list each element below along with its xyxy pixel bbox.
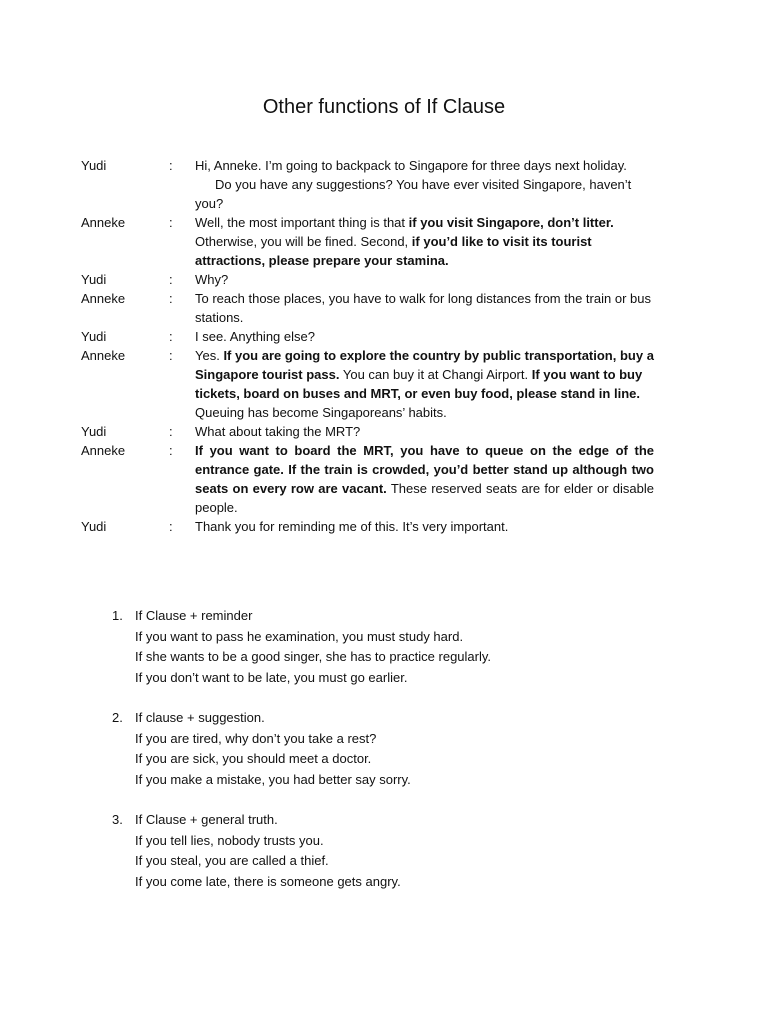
- speaker-colon: :: [169, 215, 173, 230]
- example-sentence: If you are sick, you should meet a doctor.: [135, 751, 372, 766]
- speech-segment-bold: If you want to board the MRT, you have to queue on the edge of the entrance gate. If the train is crowded, you’d better stand up although two seats on every row are vacant.: [195, 443, 654, 496]
- speech-segment: Do you have any suggestions? You have ever visited Singapore, haven’t you?: [195, 177, 632, 211]
- speech-text: [195, 213, 654, 270]
- speaker-name: Yudi: [81, 519, 107, 534]
- example-sentence: If you come late, there is someone gets angry.: [135, 873, 401, 889]
- function-item: [0, 708, 768, 790]
- speech-segment: You can buy it at Changi Airport.: [339, 367, 532, 382]
- dialogue-turn: [0, 441, 768, 517]
- speaker-colon: :: [169, 424, 173, 439]
- dialogue-turn: [0, 213, 768, 270]
- speaker-colon: :: [169, 519, 173, 534]
- speech-segment: I see. Anything else?: [195, 329, 315, 344]
- page-title: Other functions of If Clause: [262, 96, 506, 118]
- example-sentence: If you don’t want to be late, you must go earlier.: [135, 669, 408, 685]
- item-heading: If Clause + reminder: [135, 608, 253, 623]
- item-number: 3.: [112, 812, 123, 827]
- speech-segment-bold: If you want to buy tickets, board on buses and MRT, or even buy food, please stand in line.: [195, 367, 643, 401]
- speaker-name: Anneke: [81, 215, 126, 230]
- speech-text: [195, 422, 654, 441]
- item-number: 1.: [112, 608, 123, 623]
- speaker-colon: :: [169, 329, 173, 344]
- speaker-name: Anneke: [81, 443, 126, 458]
- speech-segment: To reach those places, you have to walk for long distances from the train or bus stations.: [195, 291, 651, 325]
- speech-text: [195, 270, 654, 289]
- dialogue: [0, 156, 768, 536]
- dialogue-turn: [0, 517, 768, 536]
- example-sentence: If she wants to be a good singer, she has to practice regularly.: [135, 649, 492, 664]
- function-item: [0, 810, 768, 892]
- speaker-name: Yudi: [81, 329, 107, 344]
- dialogue-turn: [0, 156, 768, 213]
- dialogue-turn: [0, 289, 768, 327]
- functions-list: [0, 606, 768, 912]
- example-sentence: If you want to pass he examination, you must study hard.: [135, 628, 464, 644]
- speech-segment: Queuing has become Singaporeans’ habits.: [195, 405, 447, 420]
- speech-text: [195, 156, 654, 213]
- speech-segment: Thank you for reminding me of this. It’s very important.: [195, 519, 509, 534]
- example-sentence: If you steal, you are called a thief.: [135, 853, 329, 868]
- speech-segment: Why?: [195, 272, 229, 287]
- speech-text: [195, 441, 654, 517]
- dialogue-turn: [0, 346, 768, 422]
- speech-text: [195, 289, 654, 327]
- speech-segment-bold: if you’d like to visit its tourist attractions, please prepare your stamina.: [195, 234, 592, 268]
- speech-text: [195, 327, 654, 346]
- dialogue-turn: [0, 327, 768, 346]
- speech-segment: Well, the most important thing is that: [195, 215, 409, 230]
- speech-text: [195, 517, 654, 536]
- speaker-name: Yudi: [81, 272, 107, 287]
- speaker-colon: :: [169, 272, 173, 287]
- speech-text: [195, 346, 654, 422]
- speech-segment: Yes.: [195, 348, 224, 363]
- example-sentence: If you tell lies, nobody trusts you.: [135, 832, 324, 848]
- speech-segment: What about taking the MRT?: [195, 424, 361, 439]
- function-item: [0, 606, 768, 688]
- speaker-name: Yudi: [81, 424, 107, 439]
- dialogue-turn: [0, 422, 768, 441]
- item-heading: If clause + suggestion.: [135, 710, 265, 725]
- speech-segment-bold: if you visit Singapore, don’t litter.: [408, 215, 614, 230]
- example-sentence: If you make a mistake, you had better say sorry.: [135, 771, 411, 787]
- speech-segment: Otherwise, you will be fined. Second,: [195, 234, 412, 249]
- speaker-colon: :: [169, 443, 173, 458]
- item-number: 2.: [112, 710, 123, 725]
- dialogue-turn: [0, 270, 768, 289]
- speech-segment: Hi, Anneke. I’m going to backpack to Singapore for three days next holiday.: [195, 158, 627, 173]
- speaker-colon: :: [169, 291, 173, 306]
- speaker-name: Yudi: [81, 158, 107, 173]
- example-sentence: If you are tired, why don’t you take a rest?: [135, 730, 377, 746]
- speaker-name: Anneke: [81, 348, 126, 363]
- speaker-name: Anneke: [81, 291, 126, 306]
- speech-segment-bold: If you are going to explore the country by public transportation, buy a Singapore tourist pass.: [195, 348, 654, 382]
- speech-segment: These reserved seats are for elder or disable people.: [195, 481, 654, 515]
- item-heading: If Clause + general truth.: [135, 812, 278, 827]
- speaker-colon: :: [169, 348, 173, 363]
- speaker-colon: :: [169, 158, 173, 173]
